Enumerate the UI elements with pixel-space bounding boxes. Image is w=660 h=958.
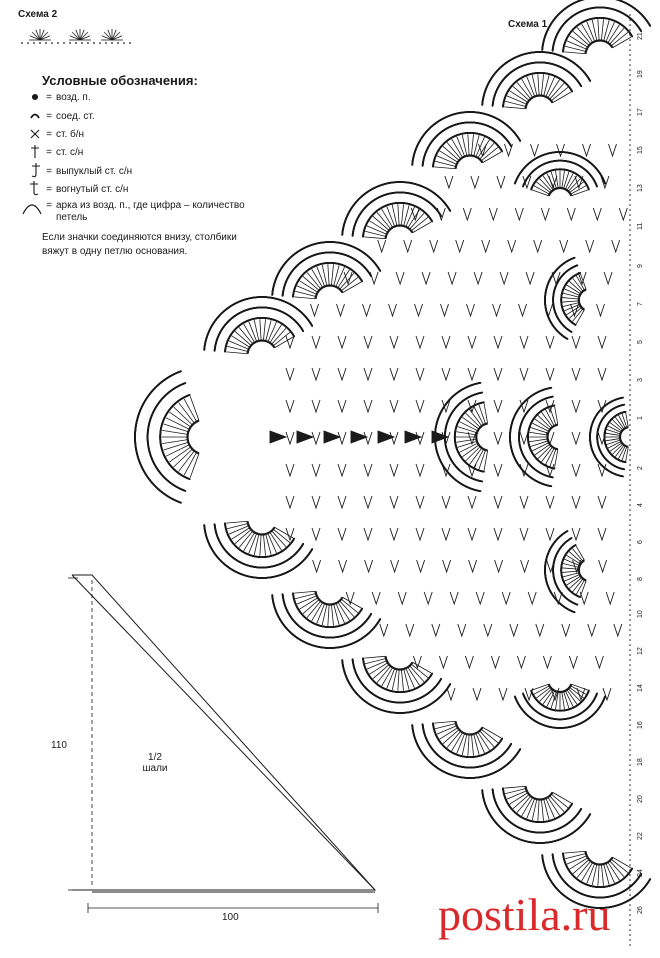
chain-dot	[649, 25, 651, 27]
fan-motifs	[134, 0, 651, 909]
fan-motif	[541, 0, 651, 54]
